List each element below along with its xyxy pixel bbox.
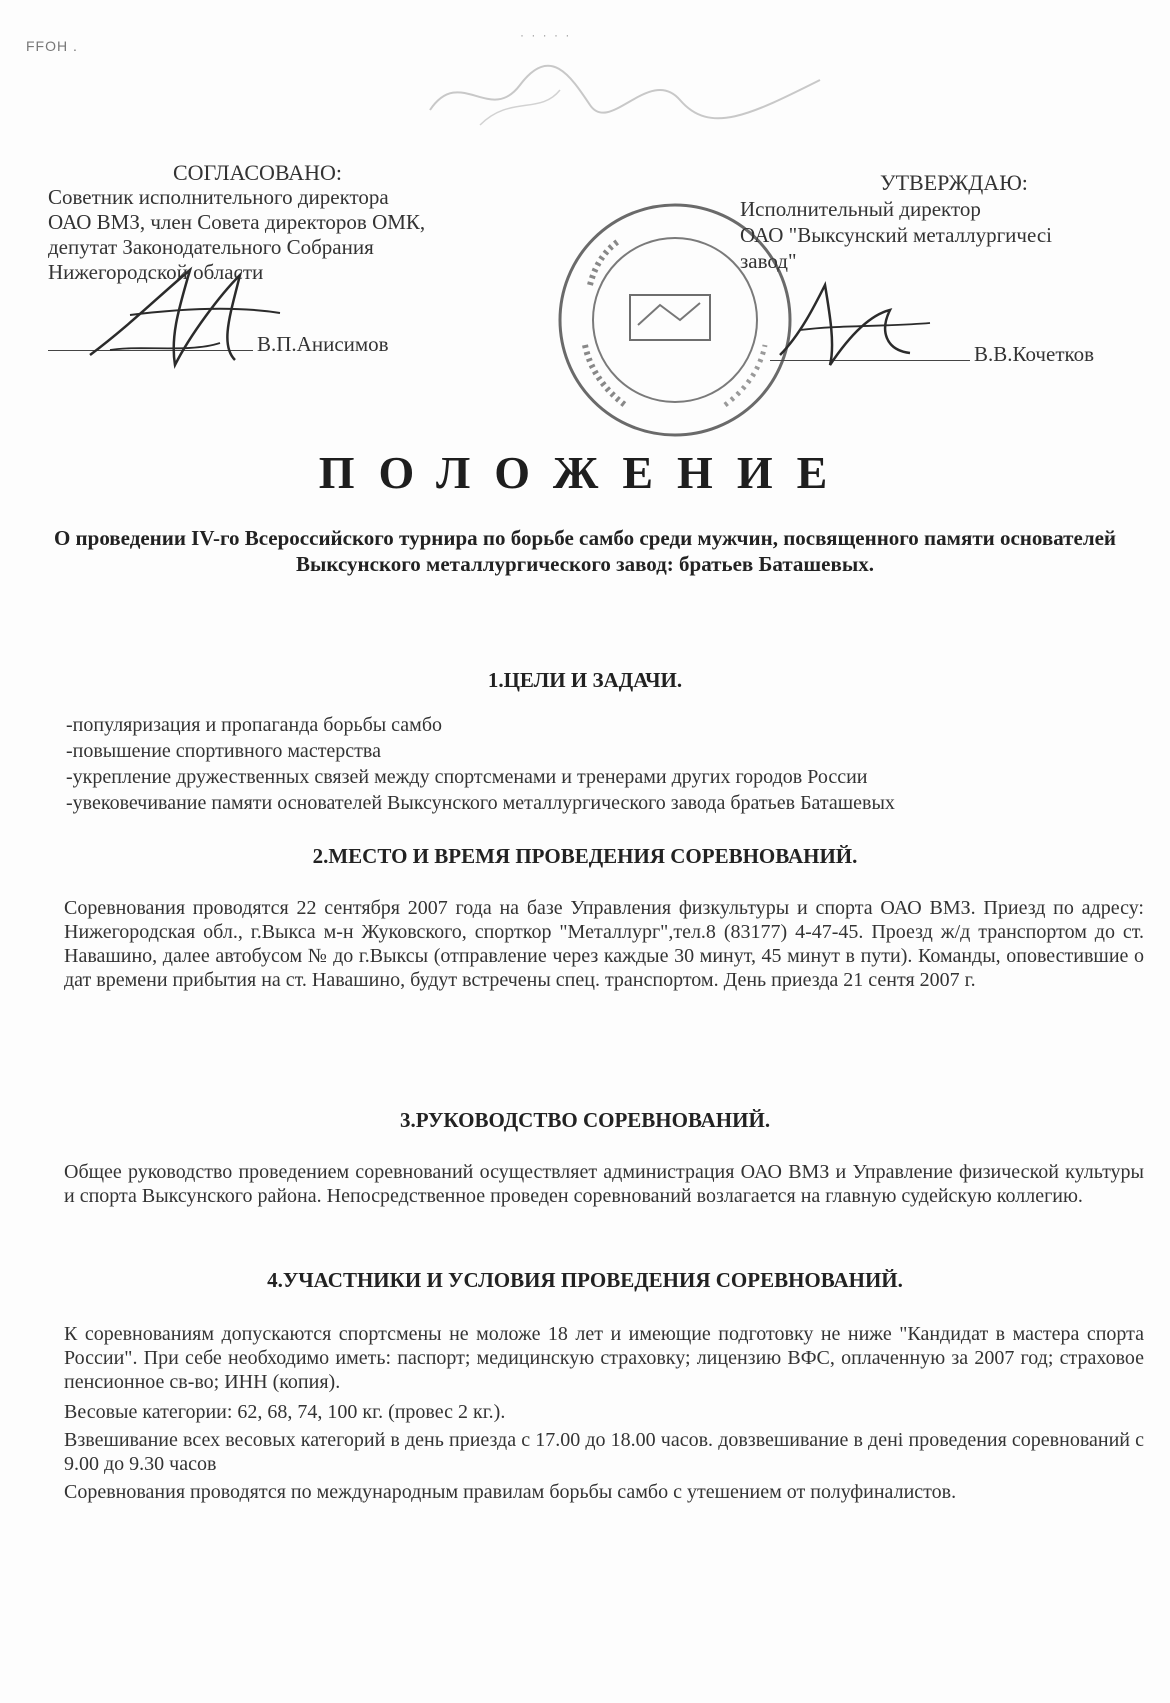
section-4-weights: Весовые категории: 62, 68, 74, 100 кг. (провес 2 кг.). — [64, 1401, 506, 1423]
right-approval-line: Исполнительный директор — [740, 197, 981, 221]
section-4-text: К соревнованиям допускаются спортсмены не моложе 18 лет и имеющие подготовку не ниже "Кандидат в мастера спорта России". При себе необходимо иметь: паспорт; медицинскую страховку; лицензию ВФС, оплаченную за 2007 год; страховое пенсионное св-во; ИНН (копия). — [64, 1323, 1144, 1393]
left-approval-heading: СОГЛАСОВАНО: — [173, 160, 342, 185]
right-signatory: В.В.Кочетков — [974, 342, 1095, 366]
left-approval-line: Советник исполнительного директора — [48, 185, 389, 209]
section-2-heading: 2.МЕСТО И ВРЕМЯ ПРОВЕДЕНИЯ СОРЕВНОВАНИЙ. — [312, 844, 858, 868]
goal-list-item: -укрепление дружественных связей между спортсменами и тренерами других городов России — [66, 766, 868, 788]
goal-list-item: -популяризация и пропаганда борьбы самбо — [66, 714, 443, 736]
document-title: ПОЛОЖЕНИЕ — [318, 447, 852, 498]
left-approval-line: ОАО ВМЗ, член Совета директоров ОМК, — [48, 210, 426, 234]
left-approval-line: Нижегородской области — [48, 260, 264, 284]
right-approval-line: завод" — [740, 249, 797, 273]
goal-list-item: -повышение спортивного мастерства — [66, 740, 381, 762]
left-handwritten-signature — [70, 255, 300, 375]
section-1-heading: 1.ЦЕЛИ И ЗАДАЧИ. — [487, 668, 683, 692]
top-mark: · · · · · — [520, 28, 572, 42]
right-approval-line: ОАО "Выксунский металлургичесі — [740, 223, 1052, 247]
right-approval-heading: УТВЕРЖДАЮ: — [880, 170, 1028, 195]
document-subtitle: О проведении IV-го Всероссийского турнира по борьбе самбо среди мужчин, посвященного памяти основателей Выксунского металлургического завод: братьев Баташевых. — [53, 526, 1117, 576]
section-4-heading: 4.УЧАСТНИКИ И УСЛОВИЯ ПРОВЕДЕНИЯ СОРЕВНОВАНИЙ. — [267, 1268, 903, 1292]
left-signatory: В.П.Анисимов — [257, 332, 389, 356]
right-handwritten-signature — [770, 275, 950, 375]
left-approval-line: депутат Законодательного Собрания — [48, 235, 374, 259]
section-2-text: Соревнования проводятся 22 сентября 2007 года на базе Управления физкультуры и спорта ОАО ВМЗ. Приезд по адресу: Нижегородская обл., г.Выкса м-н Жуковского, спорткор "Металлург",тел.8 (83177) 4-47-45. Проезд ж/д транспортом до ст. Навашино, далее автобусом № до г.Выксы (отправление через каждые 30 минут, 45 минут в пути). Команды, оповестившие о дат времени прибытия на ст. Навашино, будут встречены спец. транспортом. День приезда 21 сентя 2007 г. — [64, 897, 1144, 991]
goal-list-item: -увековечивание памяти основателей Выксунского металлургического завода братьев Баташевых — [66, 792, 895, 814]
corner-mark: FFOH . — [26, 38, 78, 54]
section-4-weighing: Взвешивание всех весовых категорий в день приезда с 17.00 до 18.00 часов. довзвешивание в дені проведения соревнований с 9.00 до 9.30 часов — [64, 1429, 1144, 1475]
section-4-rules: Соревнования проводятся по международным правилам борьбы самбо с утешением от полуфиналистов. — [64, 1481, 957, 1503]
right-approval-block — [740, 170, 1052, 274]
section-3-heading: 3.РУКОВОДСТВО СОРЕВНОВАНИЙ. — [399, 1108, 771, 1132]
pencil-scribble-mark — [420, 55, 840, 135]
section-3-text: Общее руководство проведением соревнований осуществляет администрация ОАО ВМЗ и Управление физической культуры и спорта Выксунского района. Непосредственное проведен соревнований возлагается на главную судейскую коллегию. — [64, 1161, 1144, 1207]
